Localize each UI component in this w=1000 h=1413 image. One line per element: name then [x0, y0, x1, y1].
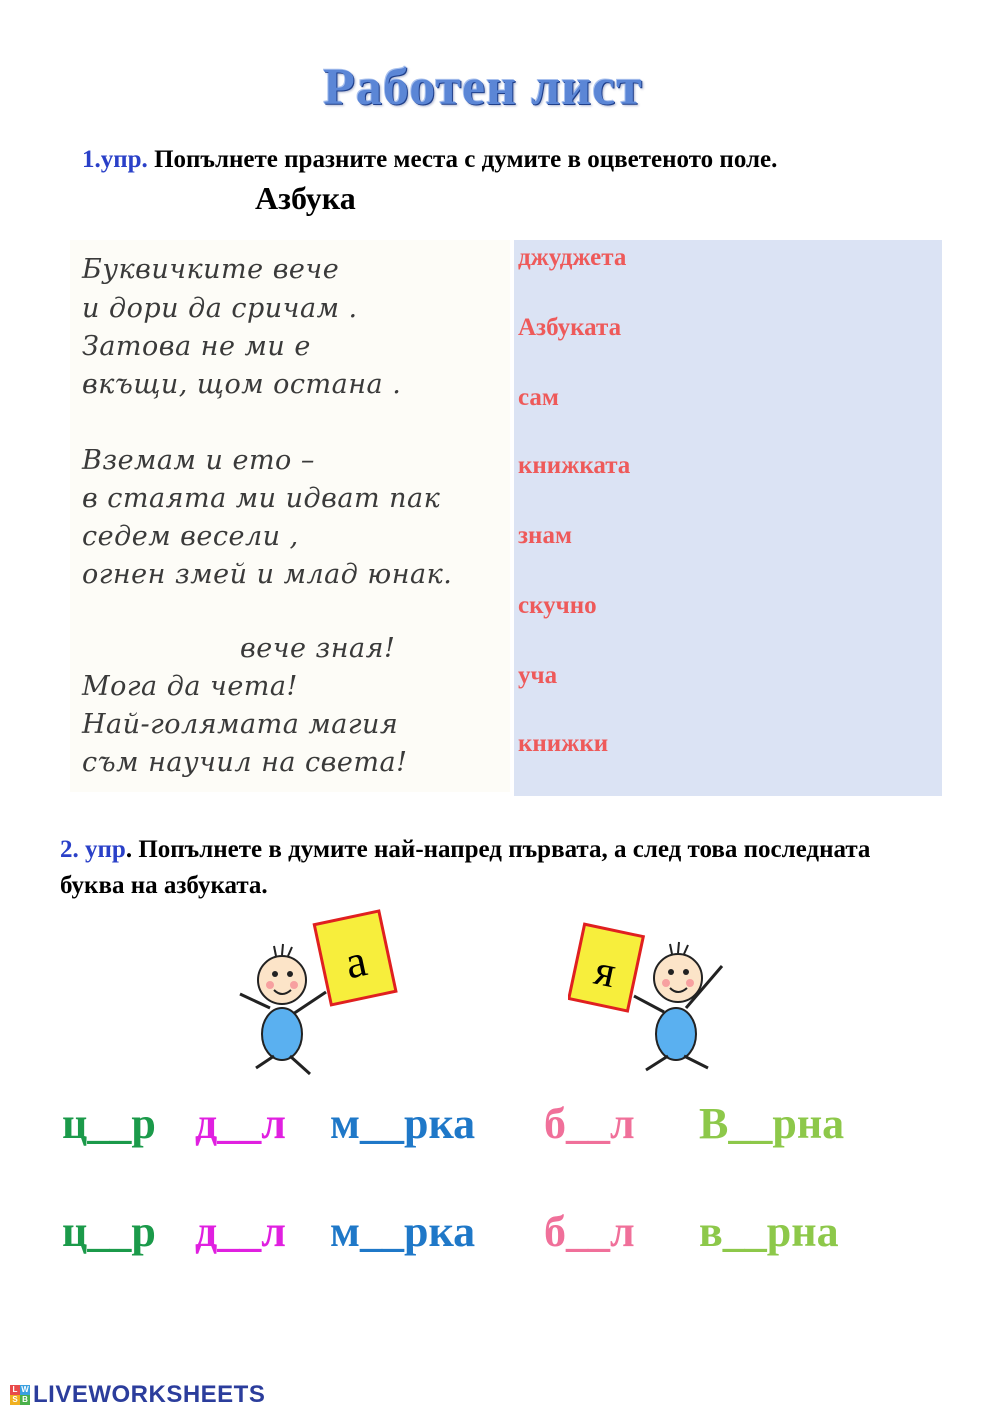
poem-line: и дори да сричам . [82, 293, 358, 324]
poem-line: съм научил на света! [82, 747, 408, 778]
exercise-1-heading [82, 146, 777, 174]
word-bank-item[interactable]: книжки [518, 730, 609, 757]
fill-in-word[interactable]: В__рна [699, 1099, 845, 1148]
fill-in-word[interactable]: м__рка [330, 1207, 476, 1256]
exercise-1-number: 1.упр. [82, 146, 148, 173]
exercise-2-heading [60, 832, 940, 904]
poem-line: седем весели , [82, 521, 299, 552]
fill-in-row-2 [0, 1206, 1000, 1266]
word-bank-item[interactable]: джуджета [518, 244, 627, 271]
fill-in-word[interactable]: д__л [195, 1207, 286, 1256]
poem-line: в стаята ми идват пак [82, 483, 441, 514]
fill-in-word[interactable]: б__л [544, 1099, 635, 1148]
poem-line: огнен змей и млад юнак. [82, 559, 453, 590]
word-bank-item[interactable]: знам [518, 522, 572, 549]
poem-image [70, 240, 510, 792]
poem-line: Буквичките вече [82, 254, 340, 285]
poem-line: Затова не ми е [82, 331, 311, 362]
poem-line: Най-голямата магия [82, 709, 399, 740]
exercise-1-instruction: Попълнете празните места с думите в оцветеното поле. [154, 146, 778, 173]
boy-illustration [568, 908, 736, 1080]
boy-with-card-ya [568, 908, 736, 1080]
word-bank-item[interactable]: сам [518, 384, 559, 411]
fill-in-word[interactable]: ц__р [62, 1207, 156, 1256]
liveworksheets-brand: LIVEWORKSHEETS [33, 1381, 266, 1408]
page-title: Работен лист [323, 59, 643, 116]
poem-title: Азбука [255, 180, 356, 216]
liveworksheets-logo-icon: L W S B [10, 1385, 30, 1405]
fill-in-word[interactable]: б__л [544, 1207, 635, 1256]
boy-with-card-a [230, 908, 398, 1080]
fill-in-row-1 [0, 1098, 1000, 1158]
fill-in-word[interactable]: м__рка [330, 1099, 476, 1148]
card-letter-ya: я [590, 944, 621, 998]
word-bank-item[interactable]: Азбуката [518, 314, 622, 341]
boy-illustration [230, 908, 398, 1080]
card-letter-a: а [340, 934, 372, 989]
fill-in-word[interactable]: д__л [195, 1099, 286, 1148]
word-bank-item[interactable]: книжката [518, 452, 631, 479]
word-bank-item[interactable]: скучно [518, 592, 597, 619]
liveworksheets-footer[interactable] [10, 1380, 265, 1410]
fill-in-word[interactable]: ц__р [62, 1099, 156, 1148]
word-bank-item[interactable]: уча [518, 662, 558, 689]
poem-line: Вземам и ето – [82, 445, 315, 476]
poem-line: вкъщи, щом остана . [82, 369, 402, 400]
exercise-2-instruction: . Попълнете в думите най-напред първата, а след това последната буква на азбуката. [60, 836, 871, 899]
poem-line: Мога да чета! [82, 671, 298, 702]
word-bank [514, 240, 942, 796]
fill-in-word[interactable]: в__рна [699, 1207, 839, 1256]
poem-line: вече зная! [240, 633, 396, 664]
exercise-2-number: 2. упр [60, 836, 126, 863]
